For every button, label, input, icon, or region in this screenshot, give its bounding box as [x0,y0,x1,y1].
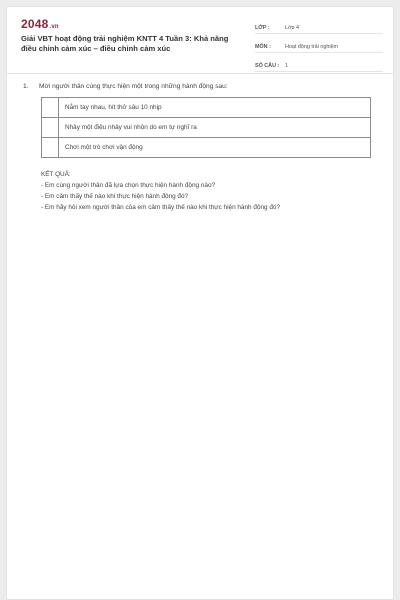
meta-label-question-count: SỐ CÂU : [255,63,280,69]
question-number: 1. [23,83,29,90]
option-text: Nhảy một điệu nhảy vui nhộn do em tự nghĩ ra [59,118,371,138]
worksheet-page [6,6,394,600]
header-divider [7,73,393,74]
meta-label-subject: MÔN : [255,44,271,50]
meta-row-class [255,19,383,34]
table-row [42,138,371,158]
logo-text: 2048 [21,17,49,31]
table-row [42,98,371,118]
meta-label-class: LỚP : [255,25,270,31]
meta-value-class: Lớp 4 [285,25,300,31]
meta-value-subject: Hoạt động trải nghiệm [285,44,339,50]
option-checkbox-cell[interactable] [42,98,59,118]
site-logo[interactable] [21,17,59,31]
options-table [41,97,371,158]
option-text: Nắm tay nhau, hít thở sâu 10 nhịp [59,98,371,118]
option-checkbox-cell[interactable] [42,118,59,138]
worksheet-header [7,7,393,73]
result-item: - Em cảm thấy thế nào khi thực hiện hành động đó? [41,193,189,200]
table-row [42,118,371,138]
option-checkbox-cell[interactable] [42,138,59,158]
result-section [41,169,381,213]
question-text: Mời người thân cùng thực hiện một trong những hành động sau: [39,83,228,90]
meta-info [255,19,383,76]
option-text: Chơi một trò chơi vận động [59,138,371,158]
document-title: Giải VBT hoạt động trải nghiệm KNTT 4 Tuần 3: Khả năng điều chỉnh cảm xúc – điều chỉnh cảm xúc [21,34,229,53]
meta-value-question-count: 1 [285,63,288,69]
logo-suffix: .vn [49,24,59,30]
result-heading: KẾT QUẢ: [41,171,71,178]
meta-row-subject [255,38,383,53]
result-item: - Em cùng người thân đã lựa chọn thực hiện hành động nào? [41,182,216,189]
result-item: - Em hãy hỏi xem người thân của em cảm thấy thế nào khi thực hiện hành động đó? [41,204,281,211]
meta-row-question-count [255,57,383,72]
